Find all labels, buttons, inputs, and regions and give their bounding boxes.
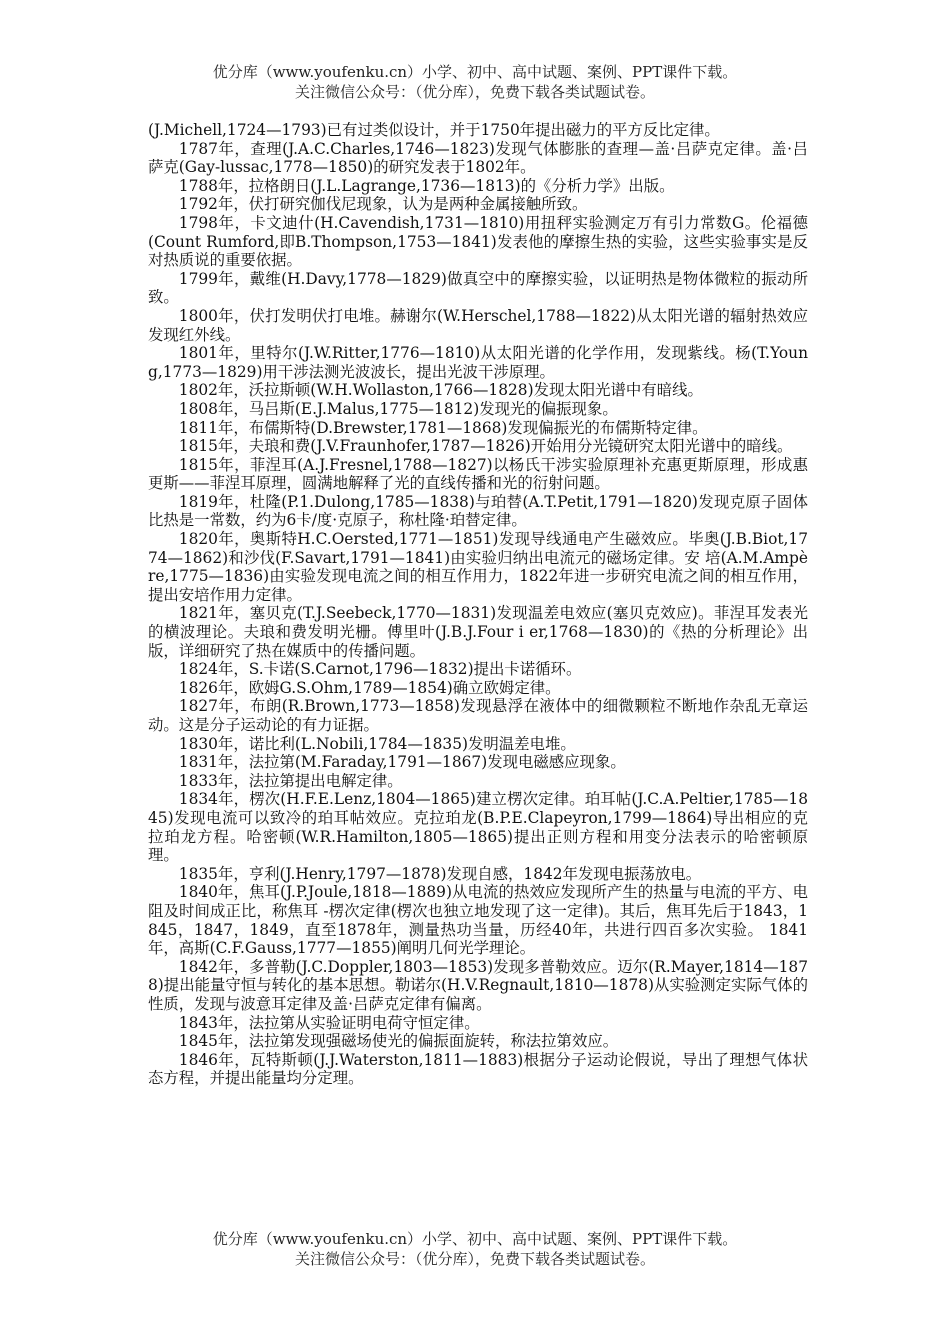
paragraph: 1799年，戴维(H.Davy,1778—1829)做真空中的摩擦实验，以证明热是物体微粒的振动所致。 (148, 269, 808, 307)
paragraph: 1815年，菲涅耳(A.J.Fresnel,1788—1827)以杨氏干涉实验原理补充惠更斯原理，形成惠更斯——菲涅耳原理，圆满地解释了光的直线传播和光的衍射问题。 (148, 455, 808, 493)
paragraph: 1842年，多普勒(J.C.Doppler,1803—1853)发现多普勒效应。迈尔(R.Mayer,1814—1878)提出能量守恒与转化的基本思想。勒诺尔(H.V.Regnault,1810—1878)从实验测定实际气体的性质，发现与波意耳定律及盖·吕萨克定律有偏离。 (148, 957, 808, 1013)
paragraph: 1815年，夫琅和费(J.V.Fraunhofer,1787—1826)开始用分光镜研究太阳光谱中的暗线。 (178, 437, 793, 456)
paragraph: 1801年，里特尔(J.W.Ritter,1776—1810)从太阳光谱的化学作用，发现紫线。杨(T.Young,1773—1829)用干涉法测光波波长，提出光波干涉原理。 (148, 344, 808, 381)
footer-line-2: 关注微信公众号：（优分库），免费下载各类试题试卷。 (294, 1250, 655, 1268)
paragraph: 1824年，S.卡诺(S.Carnot,1796—1832)提出卡诺循环。 (178, 660, 582, 679)
paragraph: 1798年，卡文迪什(H.Cavendish,1731—1810)用扭秤实验测定万有引力常数G。伦福德(Count Rumford,即B.Thompson,1753—1841)发表他的摩擦生热的实验，这些实验事实是反对热质说的重要依据。 (148, 213, 808, 270)
paragraph: 1792年，伏打研究伽伐尼现象，认为是两种金属接触所致。 (178, 195, 588, 214)
paragraph: 1820年，奥斯特H.C.Oersted,1771—1851)发现导线通电产生磁效应。毕奥(J.B.Biot,1774—1862)和沙伐(F.Savart,1791—1841)由实验归纳出电流元的磁场定律。安 培(A.M.Ampère,1775—1836)由实验发现电流之间的相互作用力，1822年进一步研究电流之间的相互作用，提出安培作用力定律。 (148, 530, 808, 604)
paragraph: 1802年，沃拉斯顿(W.H.Wollaston,1766—1828)发现太阳光谱中有暗线。 (178, 381, 703, 400)
paragraph: 1835年，亨利(J.Henry,1797—1878)发现自感，1842年发现电振荡放电。 (178, 864, 702, 883)
paragraph: 1834年，楞次(H.F.E.Lenz,1804—1865)建立楞次定律。珀耳帖(J.C.A.Peltier,1785—1845)发现电流可以致冷的珀耳帖效应。克拉珀龙(B.P.E.Clapeyron,1799—1864)导出相应的克拉珀龙方程。哈密顿(W.R.Hamilton,1805—1865)提出正则方程和用变分法表示的哈密顿原理。 (148, 790, 808, 865)
footer-line-1: 优分库（www.youfenku.cn）小学、初中、高中试题、案例、PPT课件下载。 (212, 1230, 738, 1248)
paragraph: 1831年，法拉第(M.Faraday,1791—1867)发现电磁感应现象。 (178, 753, 626, 772)
paragraph: 1846年，瓦特斯顿(J.J.Waterston,1811—1883)根据分子运动论假说，导出了理想气体状态方程，并提出能量均分定理。 (148, 1050, 808, 1088)
paragraph: 1830年，诺比利(L.Nobili,1784—1835)发明温差电堆。 (178, 734, 576, 753)
paragraph: 1845年，法拉第发现强磁场使光的偏振面旋转，称法拉第效应。 (178, 1032, 619, 1051)
paragraph: (J.Michell,1724—1793)已有过类似设计，并于1750年提出磁力的平方反比定律。 (148, 121, 720, 139)
page-header (0, 62, 950, 102)
paragraph: 1843年，法拉第从实验证明电荷守恒定律。 (178, 1013, 480, 1032)
page-footer (0, 1229, 950, 1269)
header-line-1: 优分库（www.youfenku.cn）小学、初中、高中试题、案例、PPT课件下载。 (212, 63, 738, 81)
header-line-2: 关注微信公众号：（优分库），免费下载各类试题试卷。 (294, 83, 655, 101)
paragraph: 1827年，布朗(R.Brown,1773—1858)发现悬浮在液体中的细微颗粒不断地作杂乱无章运动。这是分子运动论的有力证据。 (148, 697, 808, 734)
paragraph: 1840年，焦耳(J.P.Joule,1818—1889)从电流的热效应发现所产生的热量与电流的平方、电阻及时间成正比，称焦耳 -楞次定律(楞次也独立地发现了这一定律)。其后，焦耳先后于1843，1845，1847，1849，直至1878年，测量热功当量，历经40年，共进行四百多次实验。 1841年，高斯(C.F.Gauss,1777—1855)阐明几何光学理论。 (148, 883, 808, 958)
paragraph: 1808年，马吕斯(E.J.Malus,1775—1812)发现光的偏振现象。 (178, 399, 618, 418)
paragraph: 1811年，布儒斯特(D.Brewster,1781—1868)发现偏振光的布儒斯特定律。 (178, 418, 708, 437)
paragraph: 1821年，塞贝克(T.J.Seebeck,1770—1831)发现温差电效应(塞贝克效应)。菲涅耳发表光的横波理论。夫琅和费发明光栅。傅里叶(J.B.J.Four i er,1768—1830)的《热的分析理论》出版，详细研究了热在媒质中的传播问题。 (148, 604, 808, 660)
paragraph: 1800年，伏打发明伏打电堆。赫谢尔(W.Herschel,1788—1822)从太阳光谱的辐射热效应发现红外线。 (148, 306, 808, 344)
document-body (148, 121, 808, 1088)
paragraph: 1787年，查理(J.A.C.Charles,1746—1823)发现气体膨胀的查理—盖·吕萨克定律。盖·吕萨克(Gay-lussac,1778—1850)的研究发表于1802年。 (148, 139, 808, 177)
paragraph: 1826年，欧姆G.S.Ohm,1789—1854)确立欧姆定律。 (178, 678, 561, 697)
paragraph: 1819年，杜隆(P.1.Dulong,1785—1838)与珀替(A.T.Petit,1791—1820)发现克原子固体比热是一常数，约为6卡/度·克原子，称杜隆·珀替定律。 (148, 492, 808, 530)
paragraph: 1833年，法拉第提出电解定律。 (178, 771, 403, 790)
paragraph: 1788年，拉格朗日(J.L.Lagrange,1736—1813)的《分析力学》出版。 (178, 176, 675, 195)
